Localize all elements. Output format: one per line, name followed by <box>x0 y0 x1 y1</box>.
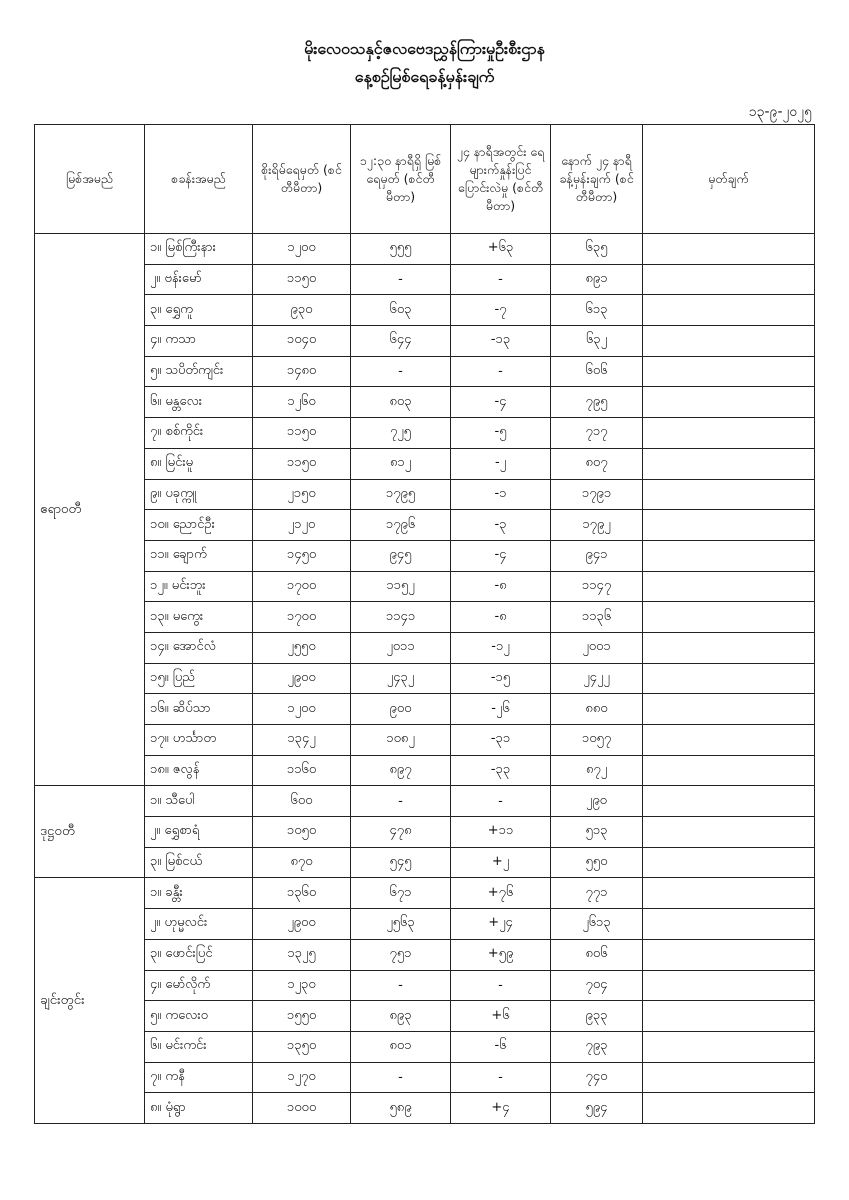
danger-level: ၁၄၅၀ <box>253 540 351 571</box>
current-level: - <box>351 970 451 1001</box>
table-row <box>35 663 815 694</box>
forecast-level: ၉၄၁ <box>551 540 643 571</box>
station-name: ၁၀။ ညောင်ဦး <box>145 510 253 541</box>
station-name: ၁။ ခန္တီး <box>145 878 253 909</box>
station-name: ၇။ ကနီ <box>145 1062 253 1093</box>
forecast-level: ၈၈၀ <box>551 694 643 725</box>
forecast-level: ၇၀၄ <box>551 970 643 1001</box>
table-row <box>35 1062 815 1093</box>
current-level: ၂၄၃၂ <box>351 663 451 694</box>
remark <box>643 510 815 541</box>
level-change: -၃၃ <box>451 755 551 786</box>
table-row <box>35 939 815 970</box>
current-level: ၁၀၈၂ <box>351 725 451 756</box>
forecast-level: ၇၇၁ <box>551 878 643 909</box>
level-change: -၄ <box>451 387 551 418</box>
station-name: ၁၅။ ပြည် <box>145 663 253 694</box>
level-change: +၆၃ <box>451 234 551 265</box>
station-name: ၅။ ကလေးဝ <box>145 1001 253 1032</box>
current-level: ၈၁၂ <box>351 448 451 479</box>
station-name: ၆။ မင်းကင်း <box>145 1031 253 1062</box>
danger-level: ၁၅၅၀ <box>253 1001 351 1032</box>
table-row <box>35 264 815 295</box>
level-change: -၂ <box>451 448 551 479</box>
table-row <box>35 326 815 357</box>
river-name: ချင်းတွင်း <box>35 878 145 1124</box>
station-name: ၇။ စစ်ကိုင်း <box>145 418 253 449</box>
current-level: - <box>351 786 451 817</box>
level-change: +၆ <box>451 1001 551 1032</box>
remark <box>643 847 815 878</box>
danger-level: ၁၂၇၀ <box>253 1062 351 1093</box>
forecast-level: ၈၀၇ <box>551 448 643 479</box>
table-row <box>35 448 815 479</box>
current-level: ၂၀၁၁ <box>351 632 451 663</box>
danger-level: ၁၁၅၀ <box>253 448 351 479</box>
forecast-level: ၁၇၉၁ <box>551 479 643 510</box>
table-row <box>35 479 815 510</box>
forecast-level: ၂၉၀ <box>551 786 643 817</box>
current-level: - <box>351 1062 451 1093</box>
level-change: +၄ <box>451 1093 551 1124</box>
level-change: -၆ <box>451 1031 551 1062</box>
forecast-level: ၂၆၁၃ <box>551 909 643 940</box>
danger-level: ၁၀၄၀ <box>253 326 351 357</box>
current-level: ၉၄၅ <box>351 540 451 571</box>
remark <box>643 909 815 940</box>
remark <box>643 571 815 602</box>
level-change: -၃၁ <box>451 725 551 756</box>
forecast-level: ၁၀၅၇ <box>551 725 643 756</box>
current-level: ၅၅၅ <box>351 234 451 265</box>
forecast-level: ၇၉၅ <box>551 387 643 418</box>
remark <box>643 786 815 817</box>
station-name: ၁၈။ ဇလွန် <box>145 755 253 786</box>
table-row <box>35 510 815 541</box>
table-row <box>35 1093 815 1124</box>
current-level: ၄၇၈ <box>351 817 451 848</box>
level-change: - <box>451 356 551 387</box>
level-change: +၂ <box>451 847 551 878</box>
forecast-level: ၁၇၉၂ <box>551 510 643 541</box>
table-row <box>35 970 815 1001</box>
danger-level: ၁၇၀၀ <box>253 571 351 602</box>
table-row <box>35 356 815 387</box>
danger-level: ၉၃၀ <box>253 295 351 326</box>
remark <box>643 1062 815 1093</box>
level-change: +၇၆ <box>451 878 551 909</box>
forecast-level: ၉၃၃ <box>551 1001 643 1032</box>
report-date: ၁၃-၉-၂၀၂၅ <box>748 104 812 120</box>
level-change: -၇ <box>451 295 551 326</box>
forecast-level: ၁၁၃၆ <box>551 602 643 633</box>
table-row <box>35 725 815 756</box>
current-level: ၆၄၄ <box>351 326 451 357</box>
current-level: - <box>351 264 451 295</box>
current-level: ၅၄၅ <box>351 847 451 878</box>
table-row <box>35 571 815 602</box>
remark <box>643 326 815 357</box>
current-level: ၅၈၉ <box>351 1093 451 1124</box>
table-row <box>35 1001 815 1032</box>
danger-level: ၂၉၀၀ <box>253 663 351 694</box>
danger-level: ၂၁၅၀ <box>253 479 351 510</box>
level-change: -၁၂ <box>451 632 551 663</box>
station-name: ၂။ ရွှေစာရံ <box>145 817 253 848</box>
remark <box>643 1093 815 1124</box>
station-name: ၁၁။ ချောက် <box>145 540 253 571</box>
current-level: ၈၉၃ <box>351 1001 451 1032</box>
danger-level: ၁၃၄၂ <box>253 725 351 756</box>
current-level: ၇၂၅ <box>351 418 451 449</box>
level-change: - <box>451 970 551 1001</box>
station-name: ၂။ ဟုမ္မလင်း <box>145 909 253 940</box>
station-name: ၈။ မုံရွာ <box>145 1093 253 1124</box>
table-row <box>35 602 815 633</box>
forecast-level: ၅၁၃ <box>551 817 643 848</box>
station-name: ၁၂။ မင်းဘူး <box>145 571 253 602</box>
station-name: ၉။ ပခုက္ကူ <box>145 479 253 510</box>
remark <box>643 817 815 848</box>
current-level: ၁၇၉၅ <box>351 479 451 510</box>
forecast-level: ၈၀၆ <box>551 939 643 970</box>
danger-level: ၁၀၀၀ <box>253 1093 351 1124</box>
table-row <box>35 909 815 940</box>
danger-level: ၁၃၅၀ <box>253 1031 351 1062</box>
remark <box>643 295 815 326</box>
forecast-level: ၅၅၀ <box>551 847 643 878</box>
level-change: - <box>451 786 551 817</box>
level-change: +၁၁ <box>451 817 551 848</box>
danger-level: ၁၁၅၀ <box>253 418 351 449</box>
column-header-current-level: ၁၂:၃၀ နာရီရှိ မြစ်ရေမှတ် (စင်တီမီတာ) <box>351 125 451 234</box>
remark <box>643 234 815 265</box>
table-row <box>35 878 815 909</box>
page-subtitle: နေ့စဉ်မြစ်ရေခန့်မှန်းချက် <box>354 67 495 86</box>
forecast-level: ၈၉၁ <box>551 264 643 295</box>
column-header-river: မြစ်အမည် <box>35 125 145 234</box>
forecast-level: ၇၁၇ <box>551 418 643 449</box>
forecast-level: ၂၄၂၂ <box>551 663 643 694</box>
column-header-station: စခန်းအမည် <box>145 125 253 234</box>
remark <box>643 540 815 571</box>
current-level: ၁၇၉၆ <box>351 510 451 541</box>
level-change: -၈ <box>451 602 551 633</box>
station-name: ၆။ မန္တလေး <box>145 387 253 418</box>
forecast-level: ၁၁၄၇ <box>551 571 643 602</box>
table-row <box>35 540 815 571</box>
forecast-level: ၆၃၂ <box>551 326 643 357</box>
table-row <box>35 387 815 418</box>
current-level: ၁၁၅၂ <box>351 571 451 602</box>
danger-level: ၁၇၀၀ <box>253 602 351 633</box>
level-change: -၁ <box>451 479 551 510</box>
station-name: ၈။ မြင်းမူ <box>145 448 253 479</box>
table-row <box>35 632 815 663</box>
level-change: -၅ <box>451 418 551 449</box>
station-name: ၅။ သပိတ်ကျင်း <box>145 356 253 387</box>
station-name: ၄။ ကသာ <box>145 326 253 357</box>
danger-level: ၂၅၅၀ <box>253 632 351 663</box>
danger-level: ၁၂၀၀ <box>253 694 351 725</box>
danger-level: ၁၁၆၀ <box>253 755 351 786</box>
level-change: -၁၅ <box>451 663 551 694</box>
current-level: ၆၀၃ <box>351 295 451 326</box>
remark <box>643 479 815 510</box>
level-change: - <box>451 1062 551 1093</box>
danger-level: ၂၁၂၀ <box>253 510 351 541</box>
station-name: ၁၆။ ဆိပ်သာ <box>145 694 253 725</box>
current-level: ၈၀၁ <box>351 1031 451 1062</box>
level-change: -၈ <box>451 571 551 602</box>
forecast-level: ၈၇၂ <box>551 755 643 786</box>
table-row <box>35 786 815 817</box>
level-change: -၃ <box>451 510 551 541</box>
table-row <box>35 1031 815 1062</box>
remark <box>643 725 815 756</box>
forecast-level: ၂၀၀၁ <box>551 632 643 663</box>
current-level: ၉၀၀ <box>351 694 451 725</box>
danger-level: ၁၃၆၀ <box>253 878 351 909</box>
danger-level: ၁၂၆၀ <box>253 387 351 418</box>
danger-level: ၁၀၅၀ <box>253 817 351 848</box>
current-level: ၆၇၁ <box>351 878 451 909</box>
remark <box>643 1031 815 1062</box>
table-row <box>35 418 815 449</box>
table-row <box>35 234 815 265</box>
station-name: ၃။ ဖောင်းပြင် <box>145 939 253 970</box>
level-change: +၂၄ <box>451 909 551 940</box>
column-header-change: ၂၄ နာရီအတွင်း ရေများက်နှုန်းပြင် ပြောင်းလဲမှု (စင်တီမီတာ) <box>451 125 551 234</box>
station-name: ၁။ မြစ်ကြီးနား <box>145 234 253 265</box>
current-level: ၂၅၆၃ <box>351 909 451 940</box>
forecast-level: ၇၉၃ <box>551 1031 643 1062</box>
forecast-level: ၆၁၃ <box>551 295 643 326</box>
danger-level: ၁၂၀၀ <box>253 234 351 265</box>
remark <box>643 755 815 786</box>
station-name: ၃။ မြစ်ငယ် <box>145 847 253 878</box>
danger-level: ၁၄၈၀ <box>253 356 351 387</box>
river-forecast-table <box>34 124 815 1124</box>
station-name: ၁၇။ ဟင်္သာတ <box>145 725 253 756</box>
current-level: ၁၁၄၁ <box>351 602 451 633</box>
forecast-level: ၆၃၅ <box>551 234 643 265</box>
danger-level: ၁၁၅၀ <box>253 264 351 295</box>
column-header-remark: မှတ်ချက် <box>643 125 815 234</box>
remark <box>643 264 815 295</box>
station-name: ၄။ မော်လိုက် <box>145 970 253 1001</box>
level-change: - <box>451 264 551 295</box>
remark <box>643 602 815 633</box>
table-header-row <box>35 125 815 234</box>
column-header-forecast: နောက် ၂၄ နာရီ ခန့်မှန်းချက် (စင်တီမီတာ) <box>551 125 643 234</box>
table-row <box>35 755 815 786</box>
remark <box>643 939 815 970</box>
current-level: - <box>351 356 451 387</box>
remark <box>643 632 815 663</box>
remark <box>643 878 815 909</box>
danger-level: ၁၃၂၅ <box>253 939 351 970</box>
station-name: ၃။ ရွှေကူ <box>145 295 253 326</box>
river-name: ဒုဋ္ဌဝတီ <box>35 786 145 878</box>
remark <box>643 694 815 725</box>
forecast-level: ၅၉၄ <box>551 1093 643 1124</box>
remark <box>643 356 815 387</box>
station-name: ၁၄။ အောင်လံ <box>145 632 253 663</box>
table-row <box>35 694 815 725</box>
table-row <box>35 847 815 878</box>
forecast-level: ၆၀၆ <box>551 356 643 387</box>
table-row <box>35 817 815 848</box>
danger-level: ၆၀၀ <box>253 786 351 817</box>
page-title: မိုးလေဝသနှင့်ဇလဗေဒညွှန်ကြားမှုဦးစီးဌာန <box>304 39 545 58</box>
station-name: ၂။ ဗန်းမော် <box>145 264 253 295</box>
river-name: ဧရာဝတီ <box>35 234 145 786</box>
station-name: ၁။ သီပေါ <box>145 786 253 817</box>
level-change: -၁၃ <box>451 326 551 357</box>
remark <box>643 387 815 418</box>
danger-level: ၂၉၀၀ <box>253 909 351 940</box>
station-name: ၁၃။ မကွေး <box>145 602 253 633</box>
danger-level: ၈၇၀ <box>253 847 351 878</box>
remark <box>643 1001 815 1032</box>
level-change: -၄ <box>451 540 551 571</box>
remark <box>643 448 815 479</box>
danger-level: ၁၂၃၀ <box>253 970 351 1001</box>
remark <box>643 418 815 449</box>
remark <box>643 970 815 1001</box>
current-level: ၈၉၇ <box>351 755 451 786</box>
current-level: ၈၀၃ <box>351 387 451 418</box>
current-level: ၇၅၁ <box>351 939 451 970</box>
remark <box>643 663 815 694</box>
level-change: -၂၆ <box>451 694 551 725</box>
forecast-level: ၇၄၀ <box>551 1062 643 1093</box>
level-change: +၅၉ <box>451 939 551 970</box>
column-header-danger-level: စိုးရိမ်ရေမှတ် (စင်တီမီတာ) <box>253 125 351 234</box>
table-row <box>35 295 815 326</box>
